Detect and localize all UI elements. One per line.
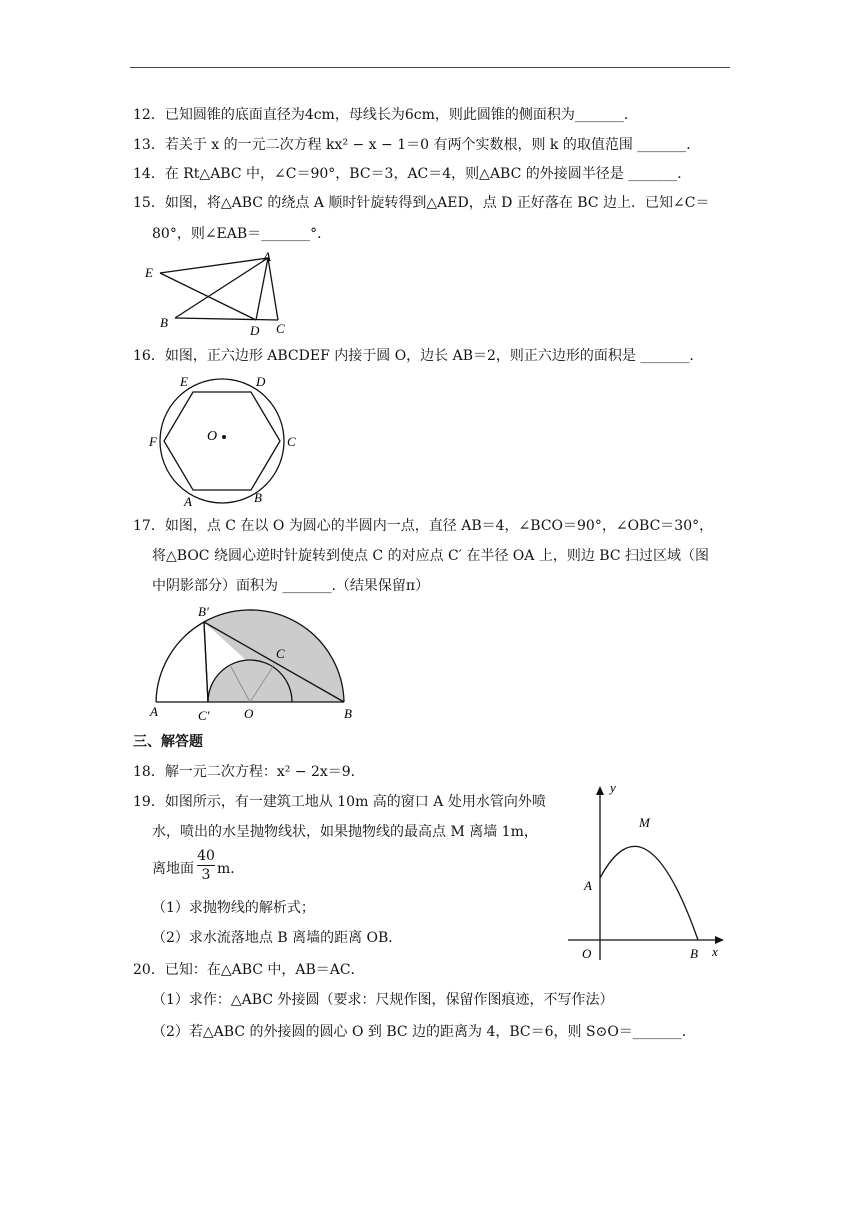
question-12: 12．已知圆锥的底面直径为4cm，母线长为6cm，则此圆锥的侧面积为_______．: [133, 107, 638, 123]
q19-label-m: M: [639, 815, 650, 830]
q19-parabola-figure: [566, 780, 730, 966]
q16-hexagon-figure: [140, 368, 310, 510]
section-3-heading: 三、解答题: [133, 734, 203, 750]
q16-label-e: E: [180, 374, 188, 389]
q16-label-b: B: [254, 490, 262, 505]
q17-semicircle-figure: [140, 600, 370, 724]
question-19-line2: 水，喷出的水呈抛物线状，如果抛物线的最高点 M 离墙 1m，: [152, 824, 538, 840]
question-19-line3-prefix: 离地面: [152, 861, 194, 877]
question-15-line1: 15．如图，将△ABC 的绕点 A 顺时针旋转得到△AED，点 D 正好落在 BC 边上．已知∠C＝: [133, 195, 710, 211]
q17-label-b-prime: B′: [198, 604, 209, 619]
question-17-line1: 17．如图，点 C 在以 O 为圆心的半圆内一点，直径 AB＝4，∠BCO＝90°，∠OBC＝30°，: [133, 518, 714, 534]
q19-label-b: B: [690, 946, 698, 961]
question-19-line1: 19．如图所示，有一建筑工地从 10m 高的窗口 A 处用水管向外喷: [133, 794, 546, 810]
question-19-sub2: （2）求水流落地点 B 离墙的距离 OB．: [152, 930, 403, 946]
q15-label-a: A: [263, 249, 271, 264]
question-17-line2: 将△BOC 绕圆心逆时针旋转到使点 C 的对应点 C′ 在半径 OA 上，则边 BC 扫过区域（图: [152, 548, 710, 564]
question-17-line3: 中阴影部分）面积为 _______.（结果保留π）: [152, 578, 430, 594]
q19-fraction-denominator: 3: [201, 867, 211, 883]
question-20-line1: 20．已知：在△ABC 中，AB＝AC．: [133, 962, 365, 978]
q16-label-d: D: [256, 374, 266, 389]
question-16: 16．如图，正六边形 ABCDEF 内接于圆 O，边长 AB＝2，则正六边形的面积是 _______．: [133, 348, 704, 364]
q16-label-o: O: [207, 429, 218, 444]
q19-label-x: x: [712, 944, 718, 959]
header-rule: [130, 67, 730, 68]
q19-label-o: O: [582, 946, 592, 961]
q17-label-a: A: [150, 704, 158, 719]
q15-label-b: B: [160, 315, 168, 330]
q17-label-c-prime: C′: [198, 708, 210, 723]
q15-label-d: D: [250, 323, 260, 338]
q16-label-a: A: [184, 494, 192, 509]
q19-label-a: A: [584, 878, 592, 893]
q19-fraction-numerator: 40: [197, 848, 215, 864]
question-20-sub1: （1）求作：△ABC 外接圆（要求：尺规作图，保留作图痕迹，不写作法）: [152, 992, 614, 1008]
question-15-line2: 80°，则∠EAB＝_______°．: [152, 226, 332, 242]
q16-label-c: C: [287, 434, 296, 449]
question-20-sub2: （2）若△ABC 的外接圆的圆心 O 到 BC 边的距离为 4，BC＝6，则 S⊙O＝_______．: [152, 1024, 696, 1040]
question-13: 13．若关于 x 的一元二次方程 kx² − x − 1＝0 有两个实数根，则 k 的取值范围 _______．: [133, 137, 701, 153]
question-14: 14．在 Rt△ABC 中，∠C＝90°，BC＝3，AC＝4，则△ABC 的外接圆半径是 _______．: [133, 166, 692, 182]
q15-label-c: C: [276, 321, 285, 336]
question-19-line3-suffix: m．: [217, 861, 245, 877]
question-19-sub1: （1）求抛物线的解析式；: [152, 900, 315, 916]
q17-label-o: O: [244, 706, 254, 721]
q19-fraction: [197, 848, 215, 883]
q17-label-b: B: [344, 706, 352, 721]
q15-label-e: E: [145, 265, 153, 280]
question-18: 18．解一元二次方程：x² − 2x＝9．: [133, 764, 365, 780]
q19-label-y: y: [610, 780, 616, 795]
q15-triangle-figure: [140, 248, 300, 340]
q16-label-f: F: [149, 434, 157, 449]
q17-label-c: C: [276, 646, 285, 661]
